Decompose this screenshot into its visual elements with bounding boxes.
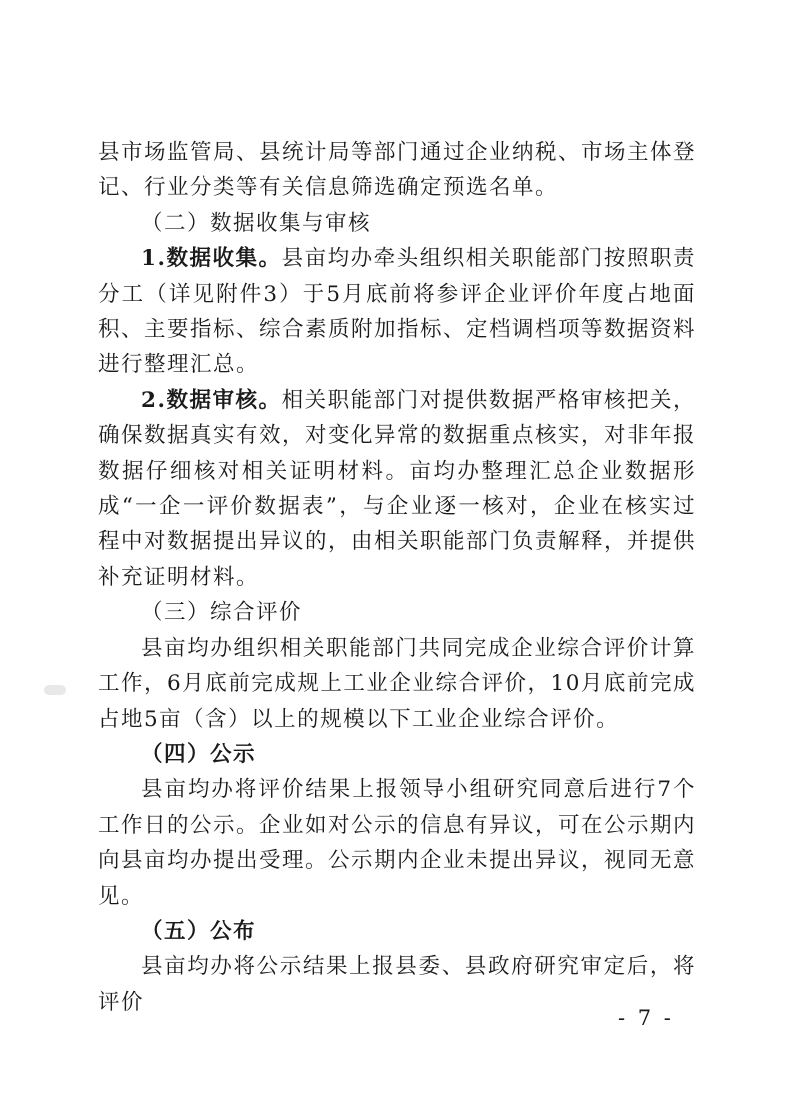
paragraph-data-collection: [98, 241, 696, 383]
heading-announcement: （五）公布: [141, 918, 257, 944]
document-body: [98, 135, 696, 1020]
scan-smudge: [44, 685, 66, 695]
paragraph-announcement: 县亩均办将公示结果上报县委、县政府研究审定后，将评价: [98, 954, 696, 1015]
paragraph-comprehensive-evaluation: 县亩均办组织相关职能部门共同完成企业综合评价计算工作，6月底前完成规上工业企业综合评价，10月底前完成占地5亩（含）以上的规模以下工业企业综合评价。: [98, 635, 696, 732]
heading-data-collection-review: （二）数据收集与审核: [141, 210, 372, 236]
paragraph-preselection: 县市场监管局、县统计局等部门通过企业纳税、市场主体登记、行业分类等有关信息筛选确定预选名单。: [98, 140, 697, 201]
body-data-collection: 县亩均办牵头组织相关职能部门按照职责分工（详见附件3）于5月底前将参评企业评价年度占地面积、主要指标、综合素质附加指标、定档调档项等数据资料进行整理汇总。: [98, 246, 697, 378]
paragraph-publicity: 县亩均办将评价结果上报领导小组研究同意后进行7个工作日的公示。企业如对公示的信息有异议，可在公示期内向县亩均办提出受理。公示期内企业未提出异议，视同无意见。: [98, 777, 697, 909]
paragraph-data-review: [98, 383, 696, 595]
heading-publicity: （四）公示: [141, 741, 257, 767]
lead-data-review: 2.数据审核。: [141, 387, 282, 413]
page-number: - 7 -: [618, 1006, 674, 1030]
lead-data-collection: 1.数据收集。: [141, 246, 282, 272]
body-data-review: 相关职能部门对提供数据严格审核把关，确保数据真实有效，对变化异常的数据重点核实，对非年报数据仔细核对相关证明材料。亩均办整理汇总企业数据形成“一企一评价数据表”，与企业逐一核对，企业在核实过程中对数据提出异议的，由相关职能部门负责解释，并提供补充证明材料。: [98, 387, 697, 590]
heading-comprehensive-evaluation: （三）综合评价: [141, 600, 303, 626]
